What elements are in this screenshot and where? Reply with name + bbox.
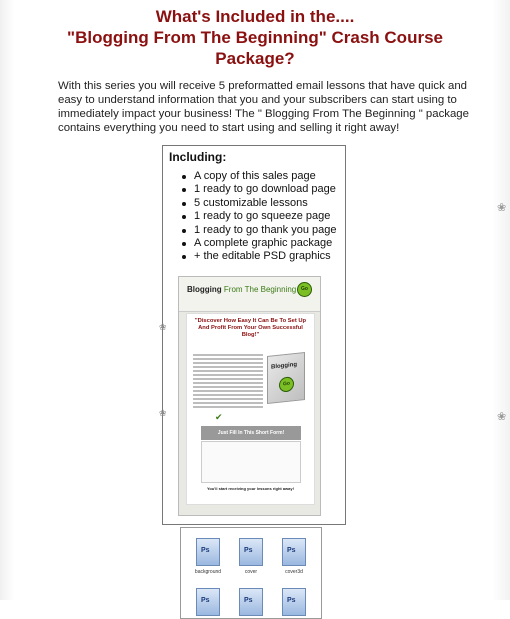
list-item: + the editable PSD graphics bbox=[177, 250, 337, 263]
psd-files-box bbox=[180, 527, 322, 619]
list-item: A copy of this sales page bbox=[177, 170, 337, 183]
bolt-icon: ❀ bbox=[159, 322, 167, 332]
thumbnail-brand bbox=[187, 285, 296, 294]
photoshop-file-icon bbox=[282, 538, 306, 566]
psd-file-item[interactable] bbox=[188, 538, 228, 575]
list-item: 1 ready to go download page bbox=[177, 183, 337, 196]
headline-line-3: Package? bbox=[215, 49, 295, 68]
headline-line-2: "Blogging From The Beginning" Crash Course bbox=[67, 28, 443, 47]
checkmark-icon: ✔ bbox=[215, 412, 223, 422]
thumbnail-headline: "Discover How Easy It Can Be To Set Up And Profit From Your Own Successful Blog!" bbox=[194, 318, 307, 338]
headline-line-1: What's Included in the.... bbox=[155, 7, 355, 26]
photoshop-file-icon bbox=[196, 538, 220, 566]
ebook-cover-icon bbox=[267, 352, 305, 404]
list-item: 1 ready to go squeeze page bbox=[177, 210, 337, 223]
thumbnail-header bbox=[179, 277, 320, 312]
ebook-title-main: Blogging bbox=[271, 361, 297, 371]
text-lines bbox=[193, 354, 263, 410]
sales-page-thumbnail[interactable] bbox=[178, 276, 321, 516]
psd-file-label: cover3d bbox=[285, 569, 303, 575]
photoshop-file-icon bbox=[239, 538, 263, 566]
psd-file-item[interactable] bbox=[188, 588, 228, 616]
included-box bbox=[159, 145, 346, 525]
psd-file-item[interactable] bbox=[231, 538, 271, 575]
included-title: Including: bbox=[169, 150, 227, 164]
thumbnail-brand-light: From The Beginning bbox=[223, 285, 297, 294]
list-item: 5 customizable lessons bbox=[177, 197, 337, 210]
page-headline bbox=[20, 6, 490, 69]
psd-file-item[interactable] bbox=[274, 538, 314, 575]
ornament-icon: ❀ bbox=[497, 411, 507, 423]
thumbnail-brand-bold: Blogging bbox=[187, 285, 222, 294]
psd-file-label: cover bbox=[244, 569, 258, 575]
photoshop-file-icon bbox=[282, 588, 306, 616]
ornament-icon: ❀ bbox=[497, 202, 507, 214]
included-list bbox=[177, 170, 337, 264]
list-item: 1 ready to go thank you page bbox=[177, 224, 337, 237]
psd-file-item[interactable] bbox=[231, 588, 271, 616]
ebook-title bbox=[271, 362, 297, 371]
photoshop-file-icon bbox=[239, 588, 263, 616]
psd-file-item[interactable] bbox=[274, 588, 314, 616]
left-edge-shadow bbox=[0, 0, 14, 600]
receive-lessons-text: You'll start receiving your lessons right away! bbox=[207, 486, 294, 491]
right-edge-shadow bbox=[492, 0, 510, 600]
fill-form-banner: Just Fill In This Short Form! bbox=[201, 426, 301, 440]
signup-form-placeholder bbox=[201, 441, 301, 483]
go-badge-icon: Go bbox=[297, 282, 312, 297]
thumbnail-body bbox=[186, 313, 315, 505]
bolt-icon: ❀ bbox=[159, 408, 167, 418]
photoshop-file-icon bbox=[196, 588, 220, 616]
intro-paragraph: With this series you will receive 5 preformatted email lessons that have quick and easy to understand information that you and your subscribers can start using to immediately impact your business! The " Blogging From The Beginning " package contains everything you need to start using and selling it right away! bbox=[58, 80, 469, 134]
psd-file-label: background bbox=[194, 569, 222, 575]
go-badge-icon: Go bbox=[279, 376, 294, 393]
list-item: A complete graphic package bbox=[177, 237, 337, 250]
